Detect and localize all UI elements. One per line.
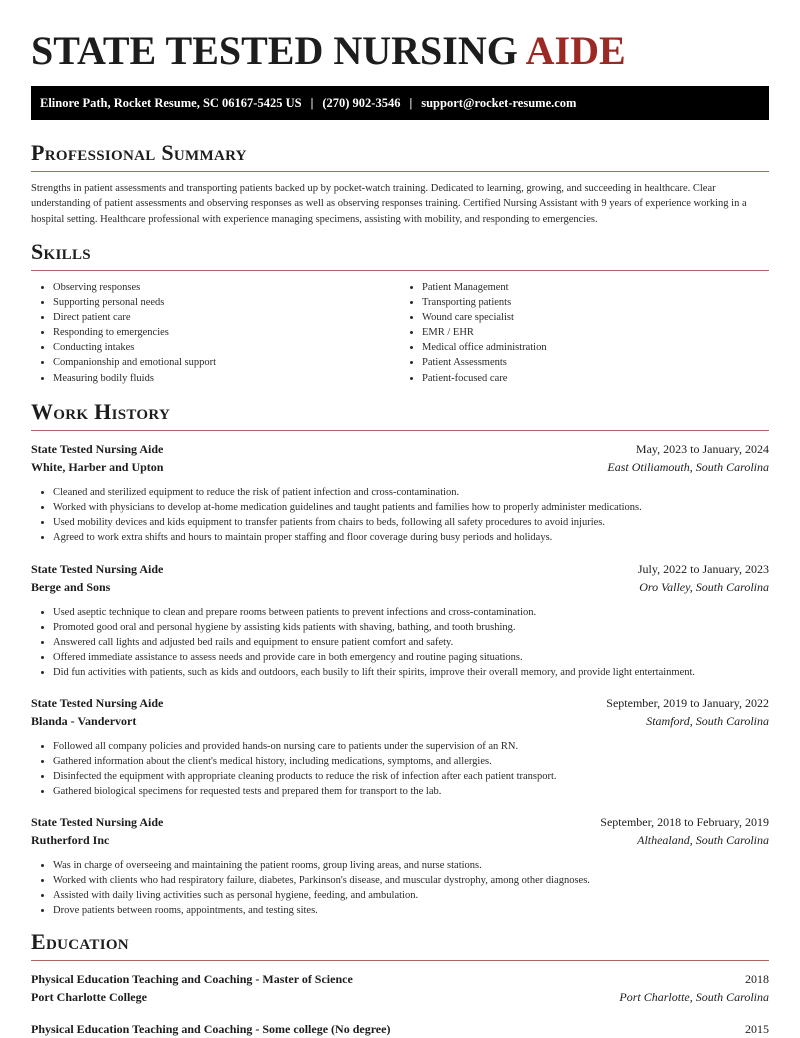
skill-item: • Measuring bodily fluids — [53, 371, 400, 386]
skills-list — [31, 280, 769, 386]
job-location: Althealand, South Carolina — [637, 833, 769, 847]
skill-item: • Patient-focused care — [422, 371, 769, 386]
skill-item: • Responding to emergencies — [53, 325, 400, 340]
job-bullet: • Offered immediate assistance to assess needs and provide care in both emergency and routine paging situations. — [53, 650, 769, 665]
job-entry — [31, 694, 769, 799]
education-school: Port Charlotte College — [31, 990, 147, 1004]
education-degree: Physical Education Teaching and Coaching - Some college (No degree) — [31, 1022, 391, 1036]
job-bullet: • Worked with clients who had respiratory failure, diabetes, Parkinson's disease, and muscular dystrophy, among other diagnoses. — [53, 873, 769, 888]
contact-email: support@rocket-resume.com — [421, 95, 577, 110]
job-bullet: • Gathered information about the client's medical history, including medications, symptoms, and allergies. — [53, 754, 769, 769]
job-company: Berge and Sons — [31, 580, 111, 594]
job-bullet: • Drove patients between rooms, appointments, and testing sites. — [53, 903, 769, 918]
job-bullet: • Used mobility devices and kids equipment to transfer patients from chairs to beds, following all safety procedures to avoid injuries. — [53, 515, 769, 530]
job-entry — [31, 560, 769, 680]
education-year: 2015 — [745, 1022, 769, 1036]
contact-separator: | — [310, 95, 314, 110]
job-title: State Tested Nursing Aide — [31, 562, 164, 576]
job-bullet: • Cleaned and sterilized equipment to reduce the risk of patient infection and cross-contamination. — [53, 485, 769, 500]
education-year: 2018 — [745, 972, 769, 986]
title-main: STATE TESTED NURSING — [31, 28, 518, 73]
job-company: White, Harber and Upton — [31, 460, 164, 474]
job-entry — [31, 813, 769, 918]
skill-item: • Transporting patients — [422, 295, 769, 310]
skills-column-left — [31, 280, 400, 386]
contact-phone: (270) 902-3546 — [322, 95, 401, 110]
skill-item: • Companionship and emotional support — [53, 355, 400, 370]
title-accent: AIDE — [525, 28, 626, 73]
skill-item: • Conducting intakes — [53, 340, 400, 355]
skills-heading: Skills — [31, 238, 769, 271]
skills-column-right — [400, 280, 769, 386]
job-dates: July, 2022 to January, 2023 — [637, 562, 769, 576]
job-bullets — [31, 739, 769, 799]
education-heading: Education — [31, 928, 769, 961]
contact-separator: | — [409, 95, 413, 110]
job-bullet: • Disinfected the equipment with appropriate cleaning products to reduce the risk of infection after each patient transport. — [53, 769, 769, 784]
job-dates: May, 2023 to January, 2024 — [635, 442, 769, 456]
skill-item: • EMR / EHR — [422, 325, 769, 340]
skill-item: • Patient Assessments — [422, 355, 769, 370]
job-location: Stamford, South Carolina — [646, 714, 769, 728]
education-entry — [31, 1020, 769, 1038]
job-bullet: • Agreed to work extra shifts and hours to maintain proper staffing and floor coverage during busy periods and holidays. — [53, 530, 769, 545]
job-bullet: • Followed all company policies and provided hands-on nursing care to patients under the supervision of an RN. — [53, 739, 769, 754]
job-bullet: • Used aseptic technique to clean and prepare rooms between patients to prevent infections and cross-contamination. — [53, 605, 769, 620]
job-bullets — [31, 605, 769, 680]
skill-item: • Direct patient care — [53, 310, 400, 325]
job-bullet: • Answered call lights and adjusted bed rails and equipment to ensure patient comfort and safety. — [53, 635, 769, 650]
work-history-heading: Work History — [31, 398, 769, 431]
summary-text: Strengths in patient assessments and transporting patients backed up by pocket-watch training. Dedicated to learning, growing, and succeeding in healthcare. Clear understanding of patient assessments and observing responses as well as observing responses training. Certified Nursing Assistant with 9 years of experience working in a hospital setting. Healthcare professional with experience managing specimens, assisting with mobility, and responding to emergencies. — [31, 183, 747, 225]
job-bullet: • Gathered biological specimens for requested tests and prepared them for transport to the lab. — [53, 784, 769, 799]
job-bullet: • Promoted good oral and personal hygiene by assisting kids patients with shaving, bathing, and tooth brushing. — [53, 620, 769, 635]
job-company: Blanda - Vandervort — [31, 714, 137, 728]
job-bullet: • Worked with physicians to develop at-home medication guidelines and taught patients and families how to properly administer medications. — [53, 500, 769, 515]
skill-item: • Patient Management — [422, 280, 769, 295]
education-location: Port Charlotte, South Carolina — [619, 990, 769, 1004]
job-title: State Tested Nursing Aide — [31, 442, 164, 456]
education-entry — [31, 970, 769, 1006]
job-company: Rutherford Inc — [31, 833, 110, 847]
summary-heading: Professional Summary — [31, 139, 769, 172]
job-bullet: • Assisted with daily living activities such as personal hygiene, feeding, and ambulation. — [53, 888, 769, 903]
job-title: State Tested Nursing Aide — [31, 815, 164, 829]
education-degree: Physical Education Teaching and Coaching - Master of Science — [31, 972, 353, 986]
contact-address: Elinore Path, Rocket Resume, SC 06167-5425 US — [40, 95, 302, 110]
job-dates: September, 2018 to February, 2019 — [600, 815, 769, 829]
job-entry — [31, 440, 769, 545]
job-location: East Otiliamouth, South Carolina — [607, 460, 769, 474]
skill-item: • Medical office administration — [422, 340, 769, 355]
contact-bar — [31, 86, 769, 120]
job-location: Oro Valley, South Carolina — [639, 580, 769, 594]
skill-item: • Wound care specialist — [422, 310, 769, 325]
job-bullet: • Did fun activities with patients, such as kids and outdoors, each busily to lift their spirits, improve their overall memory, and provide light entertainment. — [53, 665, 769, 680]
job-bullets — [31, 858, 769, 918]
job-dates: September, 2019 to January, 2022 — [606, 696, 769, 710]
skill-item: • Supporting personal needs — [53, 295, 400, 310]
job-title: State Tested Nursing Aide — [31, 696, 164, 710]
resume-title — [31, 29, 626, 73]
job-bullets — [31, 485, 769, 545]
skill-item: • Observing responses — [53, 280, 400, 295]
job-bullet: • Was in charge of overseeing and maintaining the patient rooms, group living areas, and nurse stations. — [53, 858, 769, 873]
